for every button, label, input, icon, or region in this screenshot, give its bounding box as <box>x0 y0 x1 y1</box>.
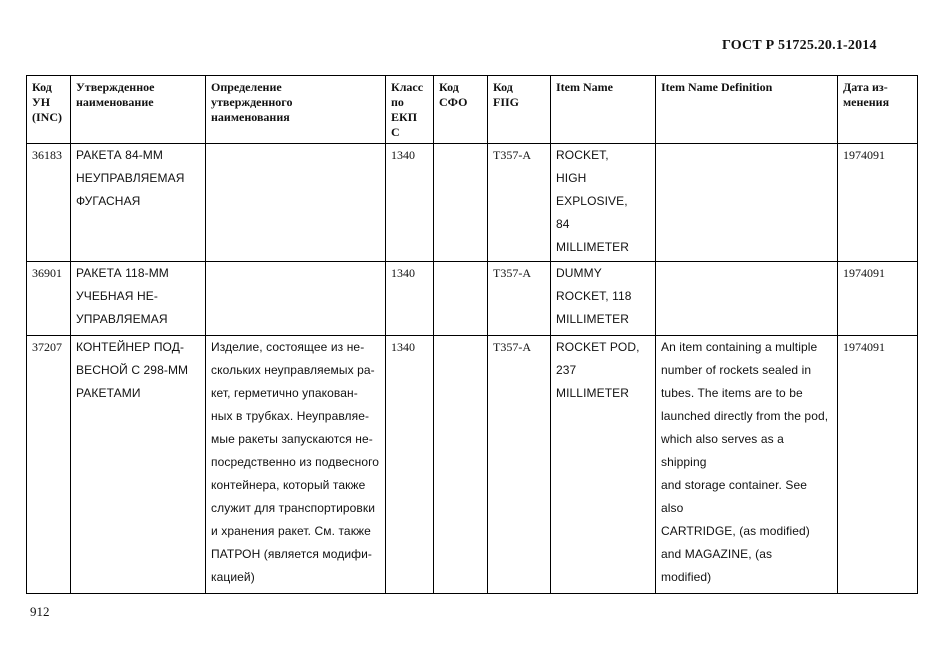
cell-code-fiig: T357-A <box>488 144 551 262</box>
cell-item-name-definition <box>656 262 838 336</box>
cell-item-name-definition <box>656 144 838 262</box>
cell-code-un: 36901 <box>27 262 71 336</box>
cell-item-name-definition: An item containing a multiple number of rockets sealed in tubes. The items are to be launched directly from the pod, which also serves as a shipping and storage container. See also CARTRIDGE, (as modified) and MAGAZINE, (as modified) <box>656 336 838 594</box>
cell-approved-name: КОНТЕЙНЕР ПОД- ВЕСНОЙ С 298-ММ РАКЕТАМИ <box>71 336 206 594</box>
page-number: 912 <box>30 604 50 619</box>
header-item-name: Item Name <box>551 76 656 144</box>
cell-code-fiig: T357-A <box>488 262 551 336</box>
header-item-name-definition: Item Name Definition <box>656 76 838 144</box>
header-class: Класс по ЕКП С <box>386 76 434 144</box>
cell-definition <box>206 262 386 336</box>
cell-code-un: 36183 <box>27 144 71 262</box>
cell-date-changed: 1974091 <box>838 144 918 262</box>
header-definition: Определение утвержденного наименования <box>206 76 386 144</box>
cell-item-name: DUMMY ROCKET, 118 MILLIMETER <box>551 262 656 336</box>
table-header-row <box>27 76 918 144</box>
header-code-un: Код УН (INC) <box>27 76 71 144</box>
header-code-fiig: Код FIIG <box>488 76 551 144</box>
cell-item-name: ROCKET, HIGH EXPLOSIVE, 84 MILLIMETER <box>551 144 656 262</box>
cell-approved-name: РАКЕТА 84-ММ НЕУПРАВЛЯЕМАЯ ФУГАСНАЯ <box>71 144 206 262</box>
cell-code-fiig: T357-A <box>488 336 551 594</box>
cell-code-sfo <box>434 336 488 594</box>
cell-class: 1340 <box>386 144 434 262</box>
document-title: ГОСТ Р 51725.20.1-2014 <box>722 38 877 53</box>
table-row <box>27 144 918 262</box>
cell-item-name: ROCKET POD, 237 MILLIMETER <box>551 336 656 594</box>
cell-definition: Изделие, состоящее из не- скольких неуправляемых ра- кет, герметично упакован- ных в трубках. Неуправляе- мые ракеты запускаются не- посредственно из подвесного контейнера, который также служит для транспортировки и хранения ракет. См. также ПАТРОН (является модифи- кацией) <box>206 336 386 594</box>
cell-date-changed: 1974091 <box>838 262 918 336</box>
table-row <box>27 262 918 336</box>
cell-code-un: 37207 <box>27 336 71 594</box>
cell-class: 1340 <box>386 262 434 336</box>
cell-approved-name: РАКЕТА 118-ММ УЧЕБНАЯ НЕ- УПРАВЛЯЕМАЯ <box>71 262 206 336</box>
cell-date-changed: 1974091 <box>838 336 918 594</box>
cell-class: 1340 <box>386 336 434 594</box>
header-code-sfo: Код СФО <box>434 76 488 144</box>
cell-code-sfo <box>434 144 488 262</box>
cell-definition <box>206 144 386 262</box>
table-row <box>27 336 918 594</box>
header-approved-name: Утвержденное наименование <box>71 76 206 144</box>
header-date-changed: Дата из- менения <box>838 76 918 144</box>
nomenclature-table <box>26 75 918 594</box>
cell-code-sfo <box>434 262 488 336</box>
